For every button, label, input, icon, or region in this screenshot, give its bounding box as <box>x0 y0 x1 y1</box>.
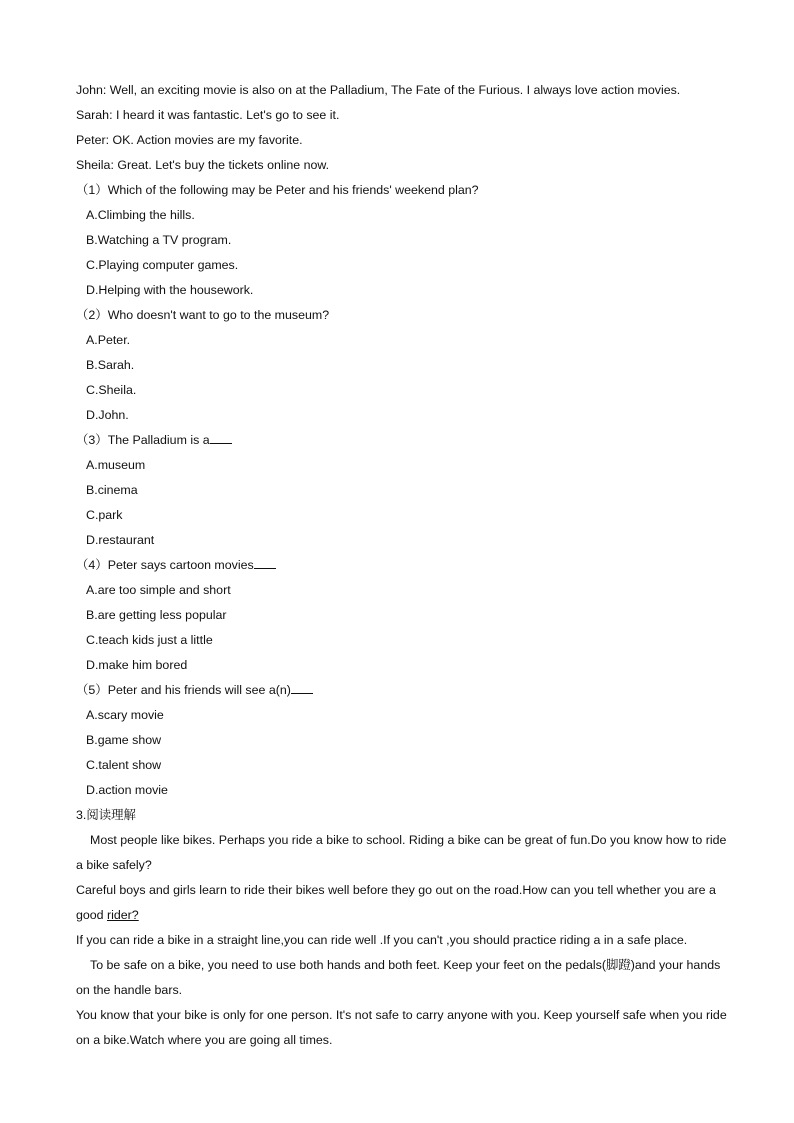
paragraph-1: Most people like bikes. Perhaps you ride a bike to school. Riding a bike can be great of fun.Do you know how to ride a bike safely? <box>76 833 727 872</box>
option-b: B.cinema <box>86 483 138 497</box>
option-d: D.restaurant <box>86 533 155 547</box>
dialogue <box>76 78 736 178</box>
underlined-word: rider? <box>107 908 139 922</box>
question-stem: （2）Who doesn't want to go to the museum? <box>76 308 330 322</box>
option-a: A.museum <box>86 458 146 472</box>
option-a: A.are too simple and short <box>86 583 231 597</box>
paragraph-5: You know that your bike is only for one person. It's not safe to carry anyone with you. Keep yourself safe when you ride on a bike.Watch where you are going all times. <box>76 1008 727 1047</box>
answer-blank <box>291 682 313 694</box>
option-d: D.John. <box>86 408 129 422</box>
paragraph-2: Careful boys and girls learn to ride their bikes well before they go out on the road.How can you tell whether you are a good rider? <box>76 883 716 922</box>
option-a: A.Climbing the hills. <box>86 208 195 222</box>
option-b: B.game show <box>86 733 162 747</box>
option-a: A.scary movie <box>86 708 164 722</box>
question-5 <box>76 678 736 803</box>
question-stem: （5）Peter and his friends will see a(n) <box>76 678 736 703</box>
dialogue-line: Peter: OK. Action movies are my favorite. <box>76 133 303 147</box>
section-heading: 3.阅读理解 <box>76 808 136 822</box>
option-d: D.action movie <box>86 783 168 797</box>
option-c: C.park <box>86 508 123 522</box>
dialogue-line: Sarah: I heard it was fantastic. Let's go to see it. <box>76 108 340 122</box>
answer-blank <box>210 432 232 444</box>
dialogue-line: John: Well, an exciting movie is also on at the Palladium, The Fate of the Furious. I always love action movies. <box>76 83 681 97</box>
answer-blank <box>254 557 276 569</box>
option-b: B.are getting less popular <box>86 608 227 622</box>
document-page <box>76 78 736 1053</box>
question-stem: （4）Peter says cartoon movies <box>76 553 736 578</box>
option-c: C.Playing computer games. <box>86 258 239 272</box>
option-a: A.Peter. <box>86 333 131 347</box>
dialogue-line: Sheila: Great. Let's buy the tickets online now. <box>76 158 330 172</box>
question-1 <box>76 178 736 303</box>
question-stem: （1）Which of the following may be Peter and his friends' weekend plan? <box>76 183 479 197</box>
question-stem: （3）The Palladium is a <box>76 428 736 453</box>
option-c: C.teach kids just a little <box>86 633 213 647</box>
paragraph-3: If you can ride a bike in a straight line,you can ride well .If you can't ,you should practice riding a in a safe place. <box>76 933 688 947</box>
option-b: B.Watching a TV program. <box>86 233 232 247</box>
option-b: B.Sarah. <box>86 358 135 372</box>
option-c: C.Sheila. <box>86 383 137 397</box>
question-2 <box>76 303 736 428</box>
question-3 <box>76 428 736 553</box>
paragraph-4: To be safe on a bike, you need to use both hands and both feet. Keep your feet on the pedals(脚蹬)and your hands on the handle bars. <box>76 958 721 997</box>
option-c: C.talent show <box>86 758 162 772</box>
option-d: D.Helping with the housework. <box>86 283 254 297</box>
reading-section <box>76 803 736 1053</box>
question-4 <box>76 553 736 678</box>
option-d: D.make him bored <box>86 658 188 672</box>
